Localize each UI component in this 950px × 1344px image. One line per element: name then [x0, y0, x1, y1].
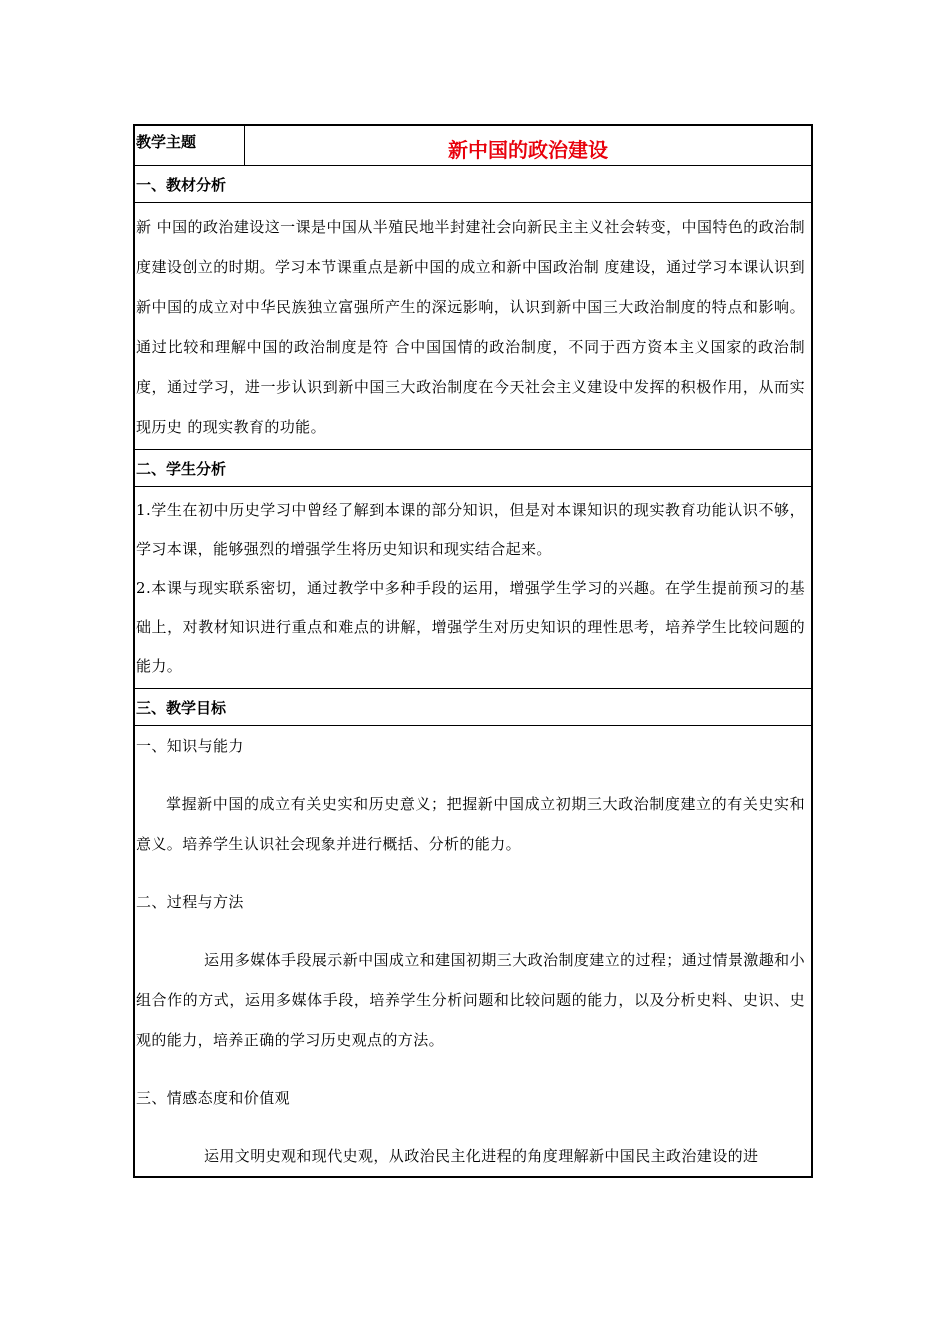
process-method-text: 运用多媒体手段展示新中国成立和建国初期三大政治制度建立的过程；通过情景激趣和小组合作的方式，运用多媒体手段，培养学生分析问题和比较问题的能力，以及分析史料、史识、史观的能力，培养正确的学习历史观点的方法。: [136, 951, 805, 1049]
student-analysis-heading: 二、学生分析: [135, 450, 811, 487]
objectives-heading: 三、教学目标: [135, 689, 811, 726]
title-row: [135, 126, 811, 166]
process-method-heading: 二、过程与方法: [136, 893, 244, 911]
objectives-body: [135, 726, 811, 1176]
knowledge-ability-heading: 一、知识与能力: [136, 737, 244, 755]
emotion-values-text: 运用文明史观和现代史观，从政治民主化进程的角度理解新中国民主政治建设的进: [204, 1147, 759, 1165]
lesson-title: 新中国的政治建设: [448, 138, 608, 162]
student-analysis-point-1: 1.学生在初中历史学习中曾经了解到本课的部分知识，但是对本课知识的现实教育功能认识不够，学习本课，能够强烈的增强学生将历史知识和现实结合起来。: [136, 501, 805, 558]
textbook-analysis-body: [135, 203, 811, 450]
topic-label: 教学主题: [135, 126, 245, 165]
lesson-plan-table: [133, 124, 813, 1178]
knowledge-ability-text: 掌握新中国的成立有关史实和历史意义；把握新中国成立初期三大政治制度建立的有关史实和意义。培养学生认识社会现象并进行概括、分析的能力。: [136, 795, 805, 853]
student-analysis-body: [135, 487, 811, 689]
textbook-analysis-text: 新 中国的政治建设这一课是中国从半殖民地半封建社会向新民主主义社会转变，中国特色的政治制度建设创立的时期。学习本节课重点是新中国的成立和新中国政治制 度建设，通过学习本课认识到新中国的成立对中华民族独立富强所产生的深远影响，认识到新中国三大政治制度的特点和影响。通过比较和理解中国的政治制度是符 合中国国情的政治制度，不同于西方资本主义国家的政治制度，通过学习，进一步认识到新中国三大政治制度在今天社会主义建设中发挥的积极作用，从而实现历史 的现实教育的功能。: [136, 218, 805, 436]
student-analysis-point-2: 2.本课与现实联系密切，通过教学中多种手段的运用，增强学生学习的兴趣。在学生提前预习的基础上，对教材知识进行重点和难点的讲解，增强学生对历史知识的理性思考，培养学生比较问题的能力。: [136, 579, 805, 675]
emotion-values-heading: 三、情感态度和价值观: [136, 1089, 291, 1107]
textbook-analysis-heading: 一、教材分析: [135, 166, 811, 203]
